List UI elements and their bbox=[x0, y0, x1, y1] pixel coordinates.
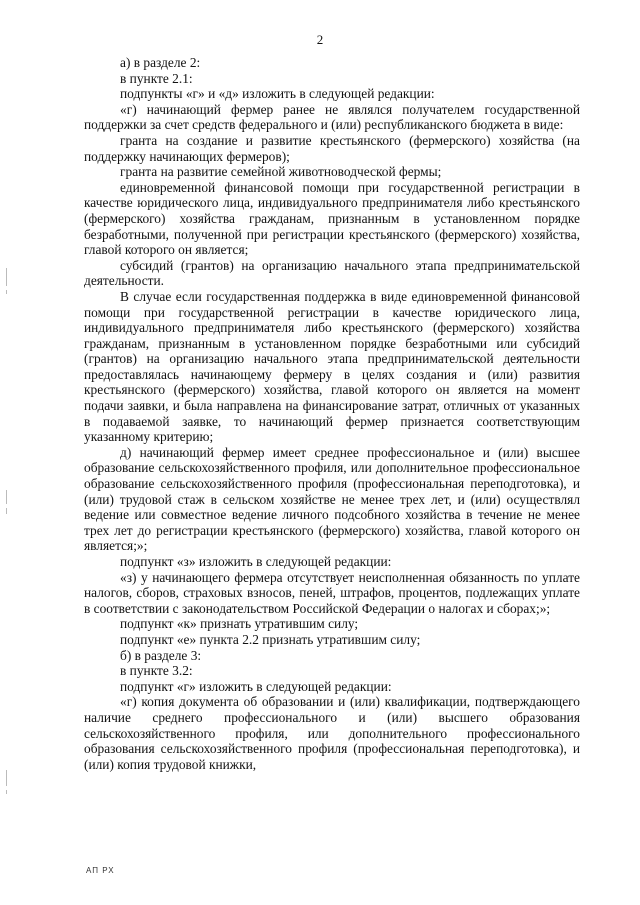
paragraph: гранта на развитие семейной животноводческой фермы; bbox=[120, 164, 442, 180]
paragraph: подпункт «з» изложить в следующей редакции: bbox=[120, 554, 392, 569]
paragraph: единовременной финансовой помощи при государственной регистрации в качестве юридического лица, индивидуального предпринимателя либо крестьянского (фермерского) хозяйства гражданам, признанным в установленном порядке безработными, полученной при регистрации крестьянского (фермерского) хозяйства, главой которого он является; bbox=[84, 179, 580, 258]
paragraph: В случае если государственная поддержка в виде единовременной финансовой помощи при государственной регистрации в качестве юридического лица, индивидуального предпринимателя либо крестьянского (фермерского) хозяйства гражданам, признанным в установленном порядке безработными или субсидий (грантов) на организацию начального этапа предпринимательской деятельности предоставлялась начинающему фермеру в целях создания и (или) развития крестьянского (фермерского) хозяйства, главой которого он является на момент подачи заявки, и была направлена на финансирование затрат, отличных от указанных в подаваемой заявке, то начинающий фермер признается соответствующим указанному критерию; bbox=[84, 288, 580, 445]
paragraph: подпункт «е» пункта 2.2 признать утратившим силу; bbox=[120, 631, 421, 647]
paragraph: «г) копия документа об образовании и (или) квалификации, подтверждающего наличие среднего профессионального и (или) высшего образования сельскохозяйственного профиля, или дополнительного профессионального образования сельскохозяйственного профиля (профессиональная переподготовка), и (или) копия трудовой книжки, bbox=[84, 694, 580, 772]
document-body bbox=[84, 55, 580, 772]
paragraph: подпункт «г» изложить в следующей редакции: bbox=[120, 678, 392, 694]
paragraph: подпункты «г» и «д» изложить в следующей редакции: bbox=[120, 86, 435, 102]
footer-mark: АП РХ bbox=[86, 866, 115, 875]
paragraph: в пункте 2.1: bbox=[120, 70, 193, 86]
paragraph: а) в разделе 2: bbox=[120, 55, 201, 70]
paragraph: д) начинающий фермер имеет среднее профессиональное и (или) высшее образование сельскохозяйственного профиля, или дополнительное профессиональное образование сельскохозяйственного профиля (профессиональная переподготовка), и (или) трудовой стаж в сельском хозяйстве не менее трех лет, и (или) осуществлял ведение или совместное ведение личного подсобного хозяйства в течение не менее трех лет до регистрации крестьянского (фермерского) хозяйства, главой которого он является;»; bbox=[84, 444, 580, 554]
paragraph: «з) у начинающего фермера отсутствует неисполненная обязанность по уплате налогов, сборов, страховых взносов, пеней, штрафов, процентов, подлежащих уплате в соответствии с законодательством Российской Федерации о налогах и сборах;»; bbox=[84, 569, 580, 616]
paragraph: б) в разделе 3: bbox=[120, 647, 202, 663]
paragraph: субсидий (грантов) на организацию начального этапа предпринимательской деятельности. bbox=[84, 257, 580, 289]
paragraph: в пункте 3.2: bbox=[120, 663, 193, 679]
paragraph: гранта на создание и развитие крестьянского (фермерского) хозяйства (на поддержку начинающих фермеров); bbox=[84, 132, 580, 164]
page-number: 2 bbox=[316, 32, 324, 47]
margin-binding-marks bbox=[6, 0, 10, 905]
paragraph: подпункт «к» признать утратившим силу; bbox=[120, 616, 359, 632]
paragraph: «г) начинающий фермер ранее не являлся получателем государственной поддержки за счет средств федерального и (или) республиканского бюджета в виде: bbox=[84, 101, 580, 133]
